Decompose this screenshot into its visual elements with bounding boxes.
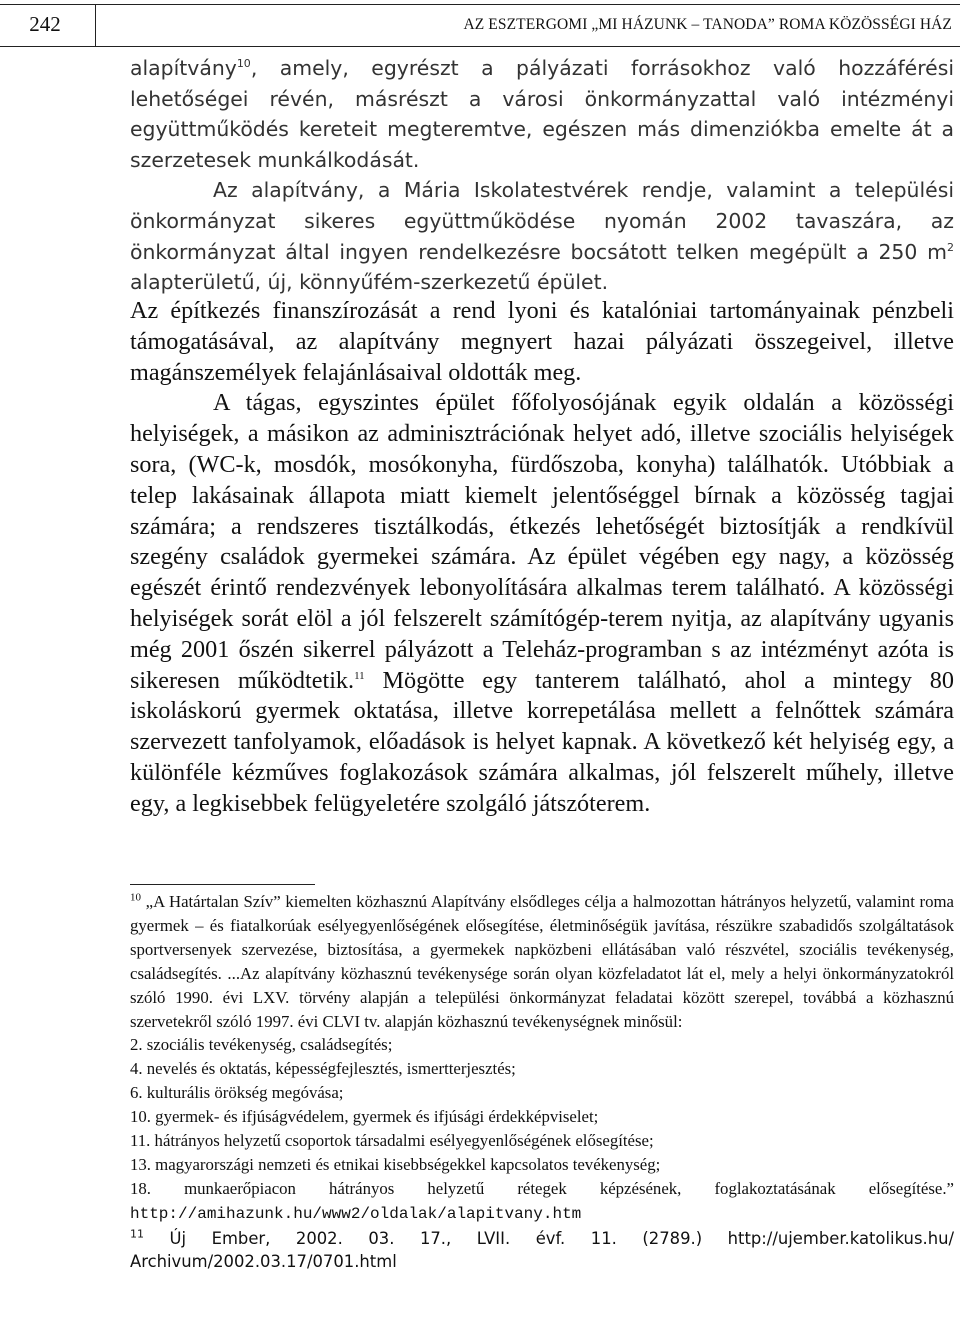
footnotes [130, 890, 954, 1273]
footnote-10-item: 4. nevelés és oktatás, képességfejlesztés, ismertterjesztés; [130, 1059, 516, 1079]
footnote-rule [130, 884, 315, 885]
footnote-10-item: 6. kulturális örökség megóvása; [130, 1083, 344, 1103]
footnote-ref-10: 10 [236, 57, 251, 71]
footnote-10-item: 18. munkaerőpiacon hátrányos helyzetű rétegek képzésének, foglakoztatásának elősegítése.” [130, 1178, 954, 1198]
footnote-10-item: 11. hátrányos helyzetű csoportok társadalmi esélyegyenlőségének elősegítése; [130, 1131, 654, 1151]
paragraph-4 [130, 388, 954, 819]
footnote-11 [130, 1227, 954, 1273]
footnote-10-url[interactable]: http://amihazunk.hu/www2/oldalak/alapitvany.htm [130, 1204, 582, 1223]
body-text-sans [130, 53, 954, 298]
footnote-11-text: Új Ember, 2002. 03. 17., LVII. évf. 11. (2789.) http://ujember.katolikus.hu/ Archivum/2002.03.17/0701.html [130, 1228, 954, 1271]
footnote-ref-11: 11 [354, 669, 365, 682]
page-number: 242 [29, 12, 61, 36]
square-superscript: 2 [947, 240, 954, 254]
paragraph-1-text: , amely, egyrészt a pályázati forrásokhoz való hozzáférési lehetőségei révén, másrészt a városi önkormányzattal való intézményi együttműködés kereteit megteremtve, egészen más dimenziókba emelte át a szerzetesek munkálkodását. [130, 56, 954, 172]
footnote-10-item: 2. szociális tevékenység, családsegítés; [130, 1035, 393, 1055]
body-text-serif [130, 296, 954, 820]
footnote-10-intro: „A Határtalan Szív” kiemelten közhasznú Alapítvány elsődleges célja a halmozottan hátrányos helyzetű, valamint roma gyermek – és fiatalkorúak esélyegyenlőségének elősegítése, életminőségük javítása, részükre szabadidős szolgáltatások sportversenyek szervezése, biztosítása, a gyermekek napközbeni ellátásában való részvétel, szociális tevékenység, családsegítés. ...Az alapítvány közhasznú tevékenysége során olyan közfeladatot lát el, mely a helyi önkormányzatokról szóló 1990. évi LXV. törvény alapján a települési önkormányzat feladatai között szerepel, továbbá a közhasznú szervetekről szóló 1997. évi CLVI tv. alapján közhasznú tevékenységnek minősül: [130, 892, 954, 1031]
header-rule-bottom [0, 46, 960, 47]
footnote-10-item: 10. gyermek- és ifjúságvédelem, gyermek és ifjúsági érdekképviselet; [130, 1107, 599, 1127]
footnote-10-last [130, 1177, 954, 1227]
running-title: AZ ESZTERGOMI „MI HÁZUNK – TANODA” ROMA KÖZÖSSÉGI HÁZ [463, 16, 952, 33]
paragraph-1-word: alapítvány [130, 56, 237, 80]
paragraph-4-text: A tágas, egyszintes épület főfolyosójának egyik oldalán a közösségi helyiségek, a másikon az adminisztrációnak helyet adó, illetve szociális helyiségek sora, (WC-k, mosdók, mosókonyha, fürdőszoba, konyha) találhatók. Utóbbiak a telep lakásainak állapota miatt kiemelt jelentőséggel bírnak a közösség tagjai számára; a rendszeres tisztálkodás, étkezés lehetőségét biztosítják a rendkívül szegény családok gyermekei számára. Az épület végében egy nagy, a közösség egészét érintő rendezvények lebonyolítására alkalmas terem található. A közösségi helyiségek sorát elöl a jól felszerelt számítógép-terem nyitja, az alapítvány ugyanis még 2001 őszén sikerrel pályázott a Teleház-programban s az intézményt azóta is sikeresen működtetik. [130, 389, 954, 694]
footnote-10-mark: 10 [130, 891, 141, 904]
paragraph-3: Az építkezés finanszírozását a rend lyoni és katalóniai tartományainak pénzbeli támogatásával, az alapítvány megnyert hazai pályázati összegeivel, illetve magánszemélyek felajánlásaival oldották meg. [130, 297, 954, 386]
paragraph-4-end: Mögötte egy tanterem található, ahol a mintegy 80 iskoláskorú gyermek oktatása, illetve korrepetálása mellett a felnőttek számára szervezett tanfolyamok, előadások is helyet kapnak. A következő két helyiség egy, a különféle kézműves foglakozások számára alkalmas, jól felszerelt műhely, illetve egy, a legkisebbek felügyeletére szolgáló játszóterem. [130, 666, 954, 817]
footnote-10-item: 13. magyarországi nemzeti és etnikai kisebbségekkel kapcsolatos tevékenység; [130, 1154, 661, 1174]
footnote-11-mark: 11 [130, 1227, 144, 1241]
paragraph-2-text: Az alapítvány, a Mária Iskolatestvérek rendje, valamint a települési önkormányzat sikeres együttműködése nyomán 2002 tavaszára, az önkormányzat által ingyen rendelkezésre bocsátott telken megépült a 250 m [130, 178, 954, 264]
footnote-10 [130, 890, 954, 1033]
paragraph-1 [130, 53, 954, 175]
header-rule-top [0, 4, 960, 5]
paragraph-2-end: alapterületű, új, könnyűfém-szerkezetű épület. [130, 270, 609, 295]
paragraph-2 [130, 175, 954, 297]
